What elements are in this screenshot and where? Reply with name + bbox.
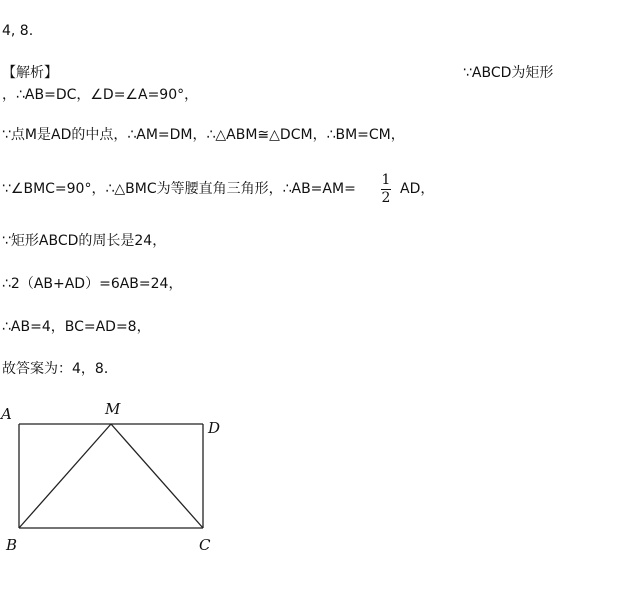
segment-MC [111,424,203,528]
solution-line-6: ∴AB=4，BC=AD=8， [2,319,151,335]
solution-line-2: ∵点M是AD的中点，∴AM=DM，∴△ABM≅△DCM，∴BM=CM， [2,127,405,143]
vertex-label-M: M [105,400,121,418]
answer-line: 4, 8. [2,23,34,39]
solution-line-3-tail: AD， [400,181,435,197]
vertex-label-A: A [1,405,12,423]
solution-line-given: ∵ABCD为矩形 [463,65,554,81]
segment-MB [19,424,111,528]
solution-line-3: ∵∠BMC=90°，∴△BMC为等腰直角三角形，∴AB=AM= [2,181,356,197]
vertex-label-C: C [199,536,211,554]
vertex-label-D: D [208,419,221,437]
solution-line-5: ∴2（AB+AD）=6AB=24， [2,276,183,292]
section-header: 【解析】 [2,65,58,81]
answer-conclusion: 故答案为：4，8． [2,361,118,377]
solution-line-4: ∵矩形ABCD的周长是24， [2,233,167,249]
solution-line-1: ，∴AB=DC，∠D=∠A=90°， [2,87,199,103]
fraction-numerator: 1 [381,172,391,188]
vertex-label-B: B [6,536,18,554]
fraction-denominator: 2 [381,190,391,206]
